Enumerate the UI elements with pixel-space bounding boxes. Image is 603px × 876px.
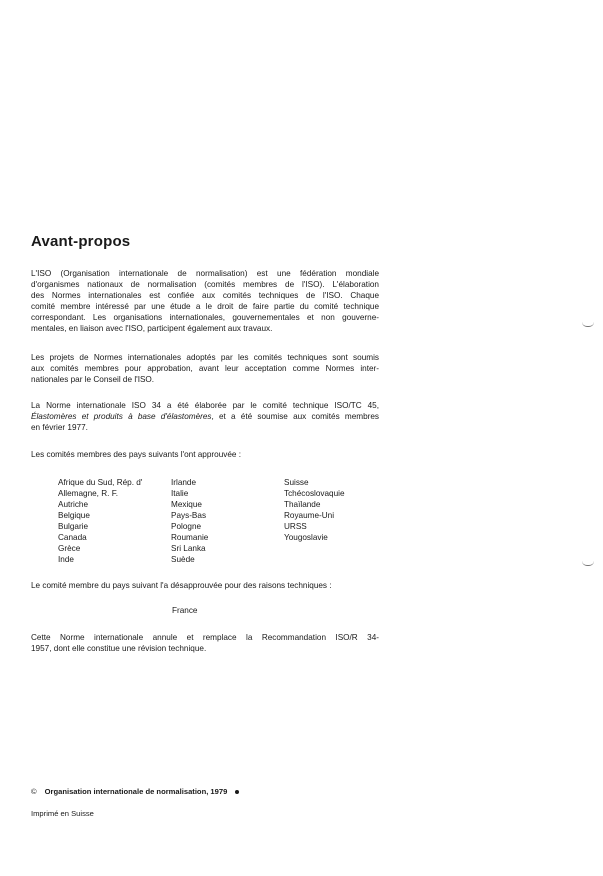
country-item: Royaume-Uni: [284, 511, 335, 520]
text-line: Les projets de Normes internationales adoptés par les comités techniques sont soumis: [31, 353, 379, 362]
copyright-text: Organisation internationale de normalisation, 1979: [44, 787, 228, 796]
country-column-2: [171, 477, 208, 565]
country-item: Pologne: [171, 522, 202, 531]
country-item: Bulgarie: [58, 522, 89, 531]
text-line: d'organismes nationaux de normalisation (comités membres de l'ISO). L'élaboration: [31, 280, 379, 289]
country-item: Autriche: [58, 500, 89, 509]
country-item: Allemagne, R. F.: [58, 489, 119, 498]
disapproval-intro: Le comité membre du pays suivant l'a désapprouvée pour des raisons techniques :: [31, 581, 332, 590]
text-line: 1957, dont elle constitue une révision technique.: [31, 644, 207, 653]
text-line: [31, 411, 379, 422]
elaboration-paragraph: [31, 400, 379, 433]
text-line: des Normes internationales est confiée aux comités techniques de l'ISO. Chaque: [31, 291, 379, 300]
country-column-3: [284, 477, 345, 543]
printed-in: Imprimé en Suisse: [31, 809, 94, 818]
country-item: Pays-Bas: [171, 511, 207, 520]
country-item: Irlande: [171, 478, 197, 487]
text-line: Cette Norme internationale annule et remplace la Recommandation ISO/R 34-: [31, 633, 379, 642]
intro-paragraph: [31, 268, 379, 334]
country-item: Yougoslavie: [284, 533, 328, 542]
bullet-icon: [235, 790, 239, 794]
country-item: URSS: [284, 522, 307, 531]
country-item: Sri Lanka: [171, 544, 206, 553]
text-fragment: , et a été soumise aux comités membres: [211, 412, 380, 421]
country-item: Roumanie: [171, 533, 209, 542]
text-line: comité membre intéressé par une étude a le droit de faire partie du comité technique: [31, 302, 379, 311]
country-item: Inde: [58, 555, 74, 564]
text-line: La Norme internationale ISO 34 a été élaborée par le comité technique ISO/TC 45,: [31, 401, 379, 410]
text-line: L'ISO (Organisation internationale de normalisation) est une fédération mondiale: [31, 269, 379, 278]
scan-mark: [582, 322, 594, 327]
replacement-paragraph: [31, 632, 379, 654]
disapproving-country: France: [172, 606, 198, 615]
text-line: correspondant. Les organisations internationales, gouvernementales et non gouverne-: [31, 313, 379, 322]
copyright-line: [31, 786, 239, 797]
country-item: Suède: [171, 555, 195, 564]
country-item: Belgique: [58, 511, 90, 520]
country-item: Tchécoslovaquie: [284, 489, 345, 498]
approval-intro: Les comités membres des pays suivants l'ont approuvée :: [31, 450, 241, 459]
country-item: Canada: [58, 533, 87, 542]
text-line: nationales par le Conseil de l'ISO.: [31, 375, 155, 384]
text-line: en février 1977.: [31, 423, 88, 432]
country-column-1: [58, 477, 142, 565]
country-item: Mexique: [171, 500, 202, 509]
text-line: mentales, en liaison avec l'ISO, participent également aux travaux.: [31, 324, 273, 333]
country-item: Suisse: [284, 478, 309, 487]
page-title: Avant-propos: [31, 233, 131, 250]
country-item: Thaïlande: [284, 500, 321, 509]
country-item: Italie: [171, 489, 189, 498]
committee-title: Élastomères et produits à base d'élastomères: [31, 412, 212, 421]
country-item: Afrique du Sud, Rép. d': [58, 478, 143, 487]
adoption-paragraph: [31, 352, 379, 385]
copyright-icon: ©: [31, 787, 37, 796]
country-item: Grèce: [58, 544, 81, 553]
scan-mark: [582, 561, 594, 566]
text-line: aux comités membres pour approbation, avant leur acceptation comme Normes inter-: [31, 364, 379, 373]
